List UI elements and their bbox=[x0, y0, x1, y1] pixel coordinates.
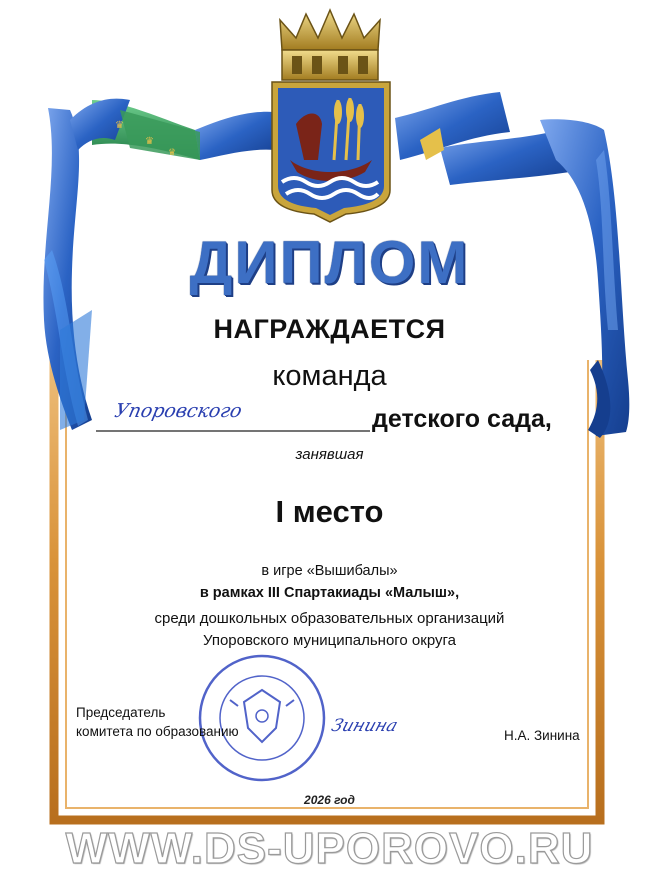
website-watermark: WWW.DS-UPOROVO.RU bbox=[65, 824, 594, 873]
district-line: Упоровского муниципального округа bbox=[202, 632, 456, 649]
event-line-text: в рамках III Спартакиады «Малыш», bbox=[199, 585, 460, 601]
coat-of-arms bbox=[272, 10, 390, 222]
diploma-title: ДИПЛОМ bbox=[189, 229, 470, 296]
occupied-label: занявшая bbox=[295, 446, 364, 463]
chair-title-line1: Председатель bbox=[76, 705, 166, 720]
svg-text:♛: ♛ bbox=[115, 120, 124, 131]
team-label: команда bbox=[272, 360, 387, 392]
kindergarten-label: детского сада, bbox=[372, 405, 552, 433]
team-name-handwritten: Упоровского bbox=[112, 400, 244, 422]
chair-title-line2: комитета по образованию bbox=[76, 724, 239, 739]
signer-name: Н.А. Зинина bbox=[504, 728, 580, 743]
event-line bbox=[0, 585, 659, 601]
awarded-heading: НАГРАЖДАЕТСЯ bbox=[213, 314, 446, 344]
handwritten-signature: Зинина bbox=[328, 716, 401, 736]
official-stamp bbox=[200, 656, 324, 780]
place-label: I место bbox=[275, 494, 384, 529]
svg-text:♛: ♛ bbox=[168, 148, 177, 158]
year-label: 2026 год bbox=[304, 793, 355, 807]
game-line: в игре «Вышибалы» bbox=[261, 563, 398, 579]
svg-text:♛: ♛ bbox=[145, 136, 154, 147]
organizations-line: среди дошкольных образовательных организаций bbox=[154, 610, 505, 627]
